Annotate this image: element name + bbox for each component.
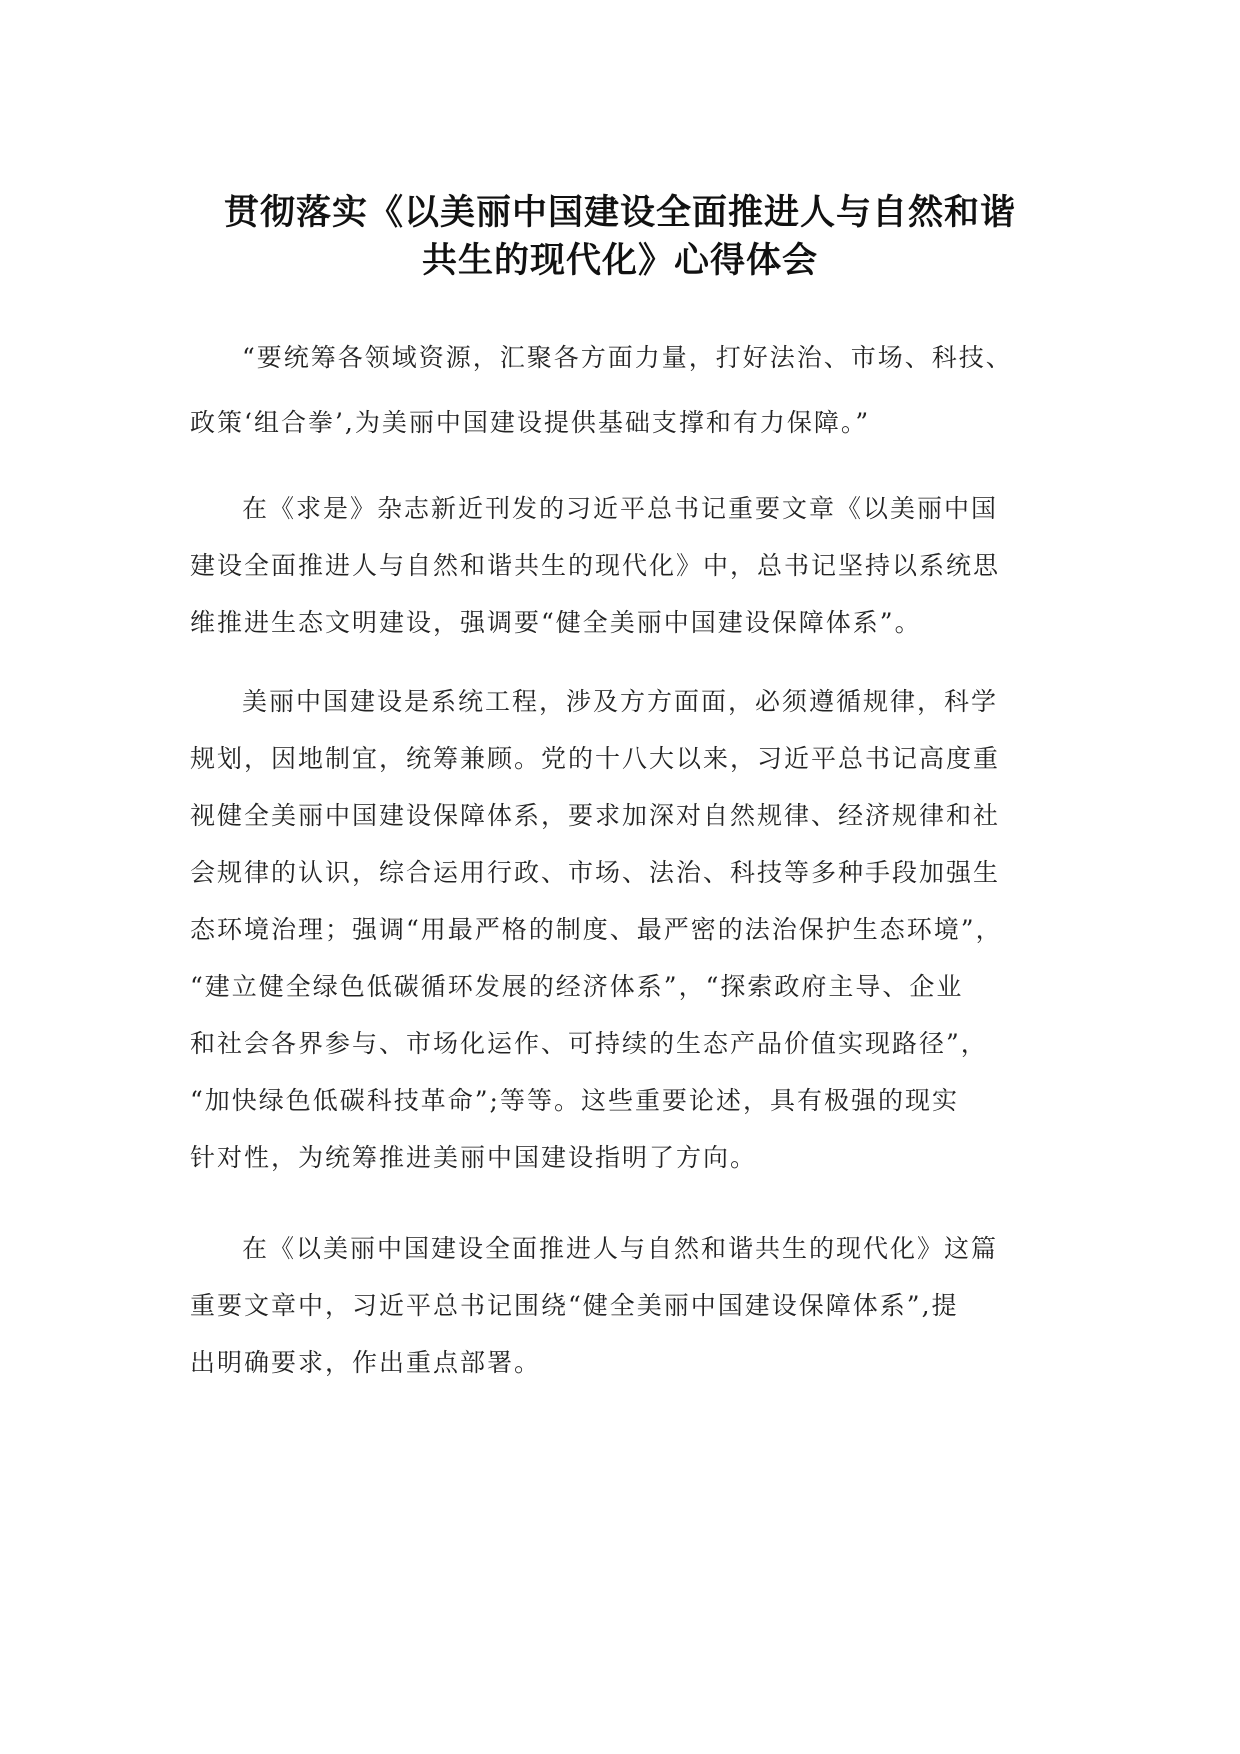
paragraph-line: 在《求是》杂志新近刊发的习近平总书记重要文章《以美丽中国 [242, 494, 999, 523]
paragraph-line: 政策‘组合拳’,为美丽中国建设提供基础支撑和有力保障。” [190, 408, 871, 437]
paragraph-line: 会规律的认识，综合运用行政、市场、法治、科技等多种手段加强生 [190, 858, 1001, 887]
paragraph-intro [190, 480, 1052, 651]
paragraph-line: “要统筹各领域资源，汇聚各方面力量，打好法治、市场、科技、 [242, 343, 1013, 372]
paragraph-line: 在《以美丽中国建设全面推进人与自然和谐共生的现代化》这篇 [242, 1234, 999, 1263]
paragraph-quote [190, 325, 1052, 455]
paragraph-line: 和社会各界参与、市场化运作、可持续的生态产品价值实现路径”， [190, 1029, 988, 1058]
paragraph-line: 建设全面推进人与自然和谐共生的现代化》中，总书记坚持以系统思 [190, 551, 1001, 580]
paragraph-body [190, 673, 1052, 1186]
document-title-line-1: 贯彻落实《以美丽中国建设全面推进人与自然和谐 [223, 193, 1016, 233]
paragraph-line: 美丽中国建设是系统工程，涉及方方面面，必须遵循规律，科学 [242, 687, 999, 716]
paragraph-line: 视健全美丽中国建设保障体系，要求加深对自然规律、经济规律和社 [190, 801, 1001, 830]
paragraph-line: “建立健全绿色低碳循环发展的经济体系”，“探索政府主导、企业 [190, 972, 964, 1001]
paragraph-line: 出明确要求，作出重点部署。 [190, 1348, 542, 1377]
paragraph-line: 态环境治理；强调“用最严格的制度、最严密的法治保护生态环境”， [190, 915, 1003, 944]
paragraph-line: 重要文章中，习近平总书记围绕“健全美丽中国建设保障体系”,提 [190, 1291, 959, 1320]
paragraph-line: “加快绿色低碳科技革命”;等等。这些重要论述，具有极强的现实 [190, 1086, 959, 1115]
document-title-line-2: 共生的现代化》心得体会 [421, 241, 818, 281]
paragraph-line: 规划，因地制宜，统筹兼顾。党的十八大以来，习近平总书记高度重 [190, 744, 1001, 773]
paragraph-conclusion [190, 1220, 1052, 1391]
paragraph-line: 维推进生态文明建设，强调要“健全美丽中国建设保障体系”。 [190, 608, 922, 637]
paragraph-line: 针对性，为统筹推进美丽中国建设指明了方向。 [190, 1143, 758, 1172]
